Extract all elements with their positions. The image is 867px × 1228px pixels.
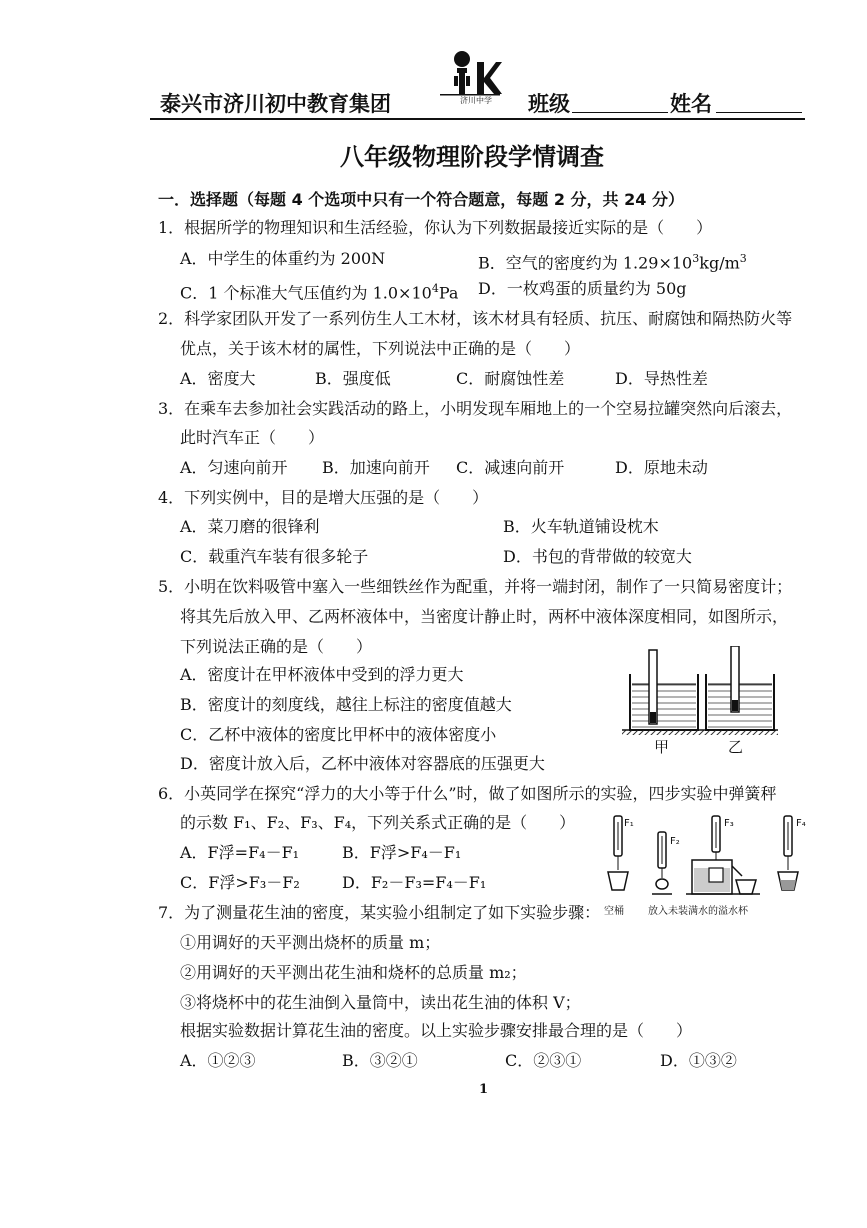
q4-option-b[interactable]: B．火车轨道铺设枕木 <box>503 517 659 536</box>
q6-figure <box>596 814 818 916</box>
q3-option-c[interactable]: C．减速向前开 <box>456 458 565 477</box>
q6-caption-overflow-cup: 放入未装满水的溢水杯 <box>648 906 748 917</box>
q6-label-f2: F₂ <box>670 836 680 847</box>
q7-stem: 7．为了测量花生油的密度，某实验小组制定了如下实验步骤： <box>158 903 601 922</box>
q2-stem-line1: 2．科学家团队开发了一系列仿生人工木材，该木材具有轻质、抗压、耐腐蚀和隔热防火等 <box>158 309 793 328</box>
q7-option-d[interactable]: D．①③② <box>660 1051 737 1070</box>
q3-option-a[interactable]: A．匀速向前开 <box>180 458 288 477</box>
school-name: 泰兴市济川初中教育集团 <box>160 92 391 116</box>
q3-option-b[interactable]: B．加速向前开 <box>322 458 430 477</box>
q5-option-d[interactable]: D．密度计放入后，乙杯中液体对容器底的压强更大 <box>180 754 545 773</box>
q5-option-c[interactable]: C．乙杯中液体的密度比甲杯中的液体密度小 <box>180 725 497 744</box>
q4-option-d[interactable]: D．书包的背带做的较宽大 <box>503 547 692 566</box>
q4-option-c[interactable]: C．载重汽车装有很多轮子 <box>180 547 369 566</box>
q6-option-c[interactable]: C．F浮>F₃－F₂ <box>180 873 300 892</box>
q5-option-a[interactable]: A．密度计在甲杯液体中受到的浮力更大 <box>180 665 464 684</box>
page-title: 八年级物理阶段学情调查 <box>340 143 604 171</box>
beakers-diagram <box>620 646 780 756</box>
q1-option-b-unit-exp: 3 <box>739 252 747 265</box>
q1-option-b-exp: 3 <box>692 252 700 265</box>
school-logo <box>432 48 504 110</box>
q1-option-c-text: C．1 个标准大气压值约为 1.0×10 <box>180 283 432 303</box>
q1-option-c-unit: Pa <box>438 283 459 303</box>
q5-stem-line1: 5．小明在饮料吸管中塞入一些细铁丝作为配重，并将一端封闭，制作了一只简易密度计； <box>158 577 793 596</box>
q6-caption-empty-bucket: 空桶 <box>604 906 624 917</box>
q7-conclusion: 根据实验数据计算花生油的密度。以上实验步骤安排最合理的是（ ） <box>180 1021 693 1040</box>
q5-option-b[interactable]: B．密度计的刻度线，越往上标注的密度值越大 <box>180 695 512 714</box>
section-heading: 一．选择题（每题 4 个选项中只有一个符合题意，每题 2 分，共 24 分） <box>158 190 684 209</box>
q3-option-d[interactable]: D．原地未动 <box>615 458 708 477</box>
q1-option-a[interactable]: A．中学生的体重约为 200N <box>180 249 386 268</box>
q3-stem-line1: 3．在乘车去参加社会实践活动的路上，小明发现车厢地上的一个空易拉罐突然向后滚去， <box>158 399 793 418</box>
q7-option-b[interactable]: B．③②① <box>342 1051 418 1070</box>
q1-option-c-exp: 4 <box>431 282 439 295</box>
q6-option-b[interactable]: B．F浮>F₄－F₁ <box>342 843 462 862</box>
q4-option-a[interactable]: A．菜刀磨的很锋利 <box>180 517 320 536</box>
header-rule <box>150 118 805 120</box>
q2-option-d[interactable]: D．导热性差 <box>615 369 708 388</box>
q6-stem-line2: 的示数 F₁、F₂、F₃、F₄，下列关系式正确的是（ ） <box>180 813 576 832</box>
q3-stem-line2: 此时汽车正（ ） <box>180 428 325 447</box>
q2-option-c[interactable]: C．耐腐蚀性差 <box>456 369 565 388</box>
q7-step-1: ①用调好的天平测出烧杯的质量 m； <box>180 933 441 952</box>
q6-label-f1: F₁ <box>624 818 634 829</box>
q2-stem-line2: 优点，关于该木材的属性，下列说法中正确的是（ ） <box>180 339 581 358</box>
q5-stem-line2: 将其先后放入甲、乙两杯液体中，当密度计静止时，两杯中液体深度相同，如图所示， <box>180 607 789 626</box>
q2-option-a[interactable]: A．密度大 <box>180 369 256 388</box>
q1-option-b-unit: kg/m <box>699 253 740 273</box>
q5-label-jia: 甲 <box>654 738 670 756</box>
name-blank[interactable] <box>716 94 802 113</box>
q7-option-c[interactable]: C．②③① <box>505 1051 582 1070</box>
q6-option-d[interactable]: D．F₂－F₃=F₄－F₁ <box>342 873 487 892</box>
q6-label-f4: F₄ <box>796 818 806 829</box>
q7-step-3: ③将烧杯中的花生油倒入量筒中，读出花生油的体积 V； <box>180 993 581 1012</box>
page-number: 1 <box>479 1082 489 1097</box>
q1-option-d[interactable]: D．一枚鸡蛋的质量约为 50g <box>478 279 687 298</box>
class-label: 班级 <box>528 92 570 116</box>
q1-option-c[interactable] <box>180 278 458 304</box>
logo-caption: 济川中学 <box>460 96 492 105</box>
name-label: 姓名 <box>670 92 712 116</box>
q5-label-yi: 乙 <box>728 738 744 756</box>
q2-option-b[interactable]: B．强度低 <box>315 369 391 388</box>
q6-label-f3: F₃ <box>724 818 734 829</box>
q7-step-2: ②用调好的天平测出花生油和烧杯的总质量 m₂； <box>180 963 527 982</box>
q4-stem: 4．下列实例中，目的是增大压强的是（ ） <box>158 488 489 507</box>
q1-option-b[interactable] <box>478 248 747 274</box>
q1-option-b-text: B．空气的密度约为 1.29×10 <box>478 253 693 273</box>
q5-stem-line3: 下列说法正确的是（ ） <box>180 637 373 656</box>
q7-option-a[interactable]: A．①②③ <box>180 1051 256 1070</box>
q5-figure <box>620 646 780 756</box>
q1-stem: 1．根据所学的物理知识和生活经验，你认为下列数据最接近实际的是（ ） <box>158 218 713 237</box>
q6-stem-line1: 6．小英同学在探究“浮力的大小等于什么”时，做了如图所示的实验，四步实验中弹簧秤 <box>158 784 777 803</box>
q6-option-a[interactable]: A．F浮=F₄－F₁ <box>180 843 300 862</box>
class-blank[interactable] <box>572 94 668 113</box>
